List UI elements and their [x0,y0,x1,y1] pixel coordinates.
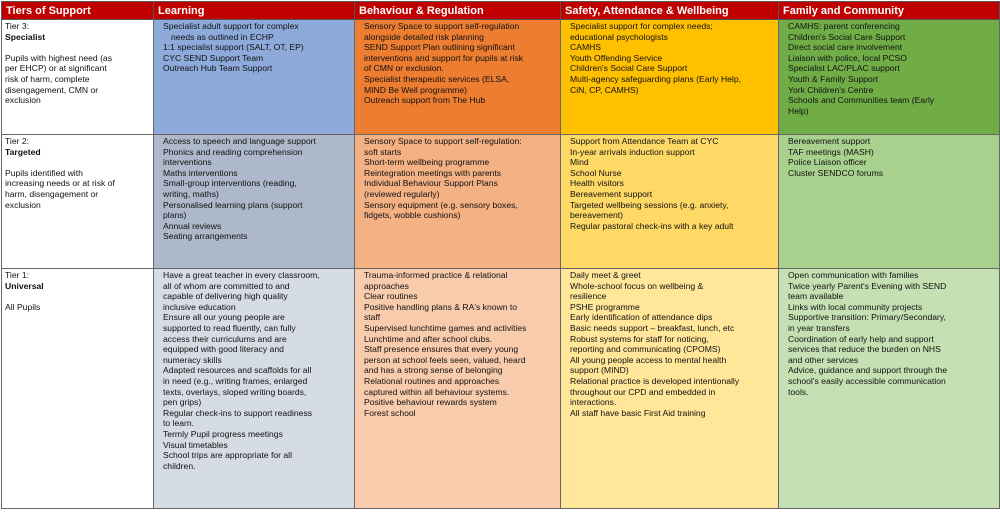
support-item-line: and other services [788,354,859,365]
support-item-line: approaches [364,280,409,291]
tier-label: Tier 3: [5,21,30,31]
support-item-line: Children's Social Care Support [570,63,688,74]
support-item-line: Maths interventions [163,167,238,178]
support-item-line: Whole-school focus on wellbeing & [570,280,704,291]
tier-description-line: All Pupils [5,301,41,312]
support-item-line: Specialist therapeutic services (ELSA, [364,73,510,84]
support-item-line: TAF meetings (MASH) [788,146,874,157]
support-item-line: Positive behaviour rewards system [364,397,497,408]
support-item-line: Lunchtime and after school clubs. [364,333,493,344]
support-item-line: in year transfers [788,322,850,333]
support-item-line: CAMHS: parent conferencing [788,21,900,31]
support-item-line: CYC SEND Support Team [163,52,264,63]
support-item-line: reporting and communicating (CPOMS) [570,344,721,355]
tier3-behaviour-cell [355,20,561,135]
header-family-community: Family and Community [779,2,1000,20]
support-item-line: interventions and support for pupils at risk [364,52,524,63]
support-item-line: Sensory equipment (e.g. sensory boxes, [364,199,518,210]
support-item-line: Schools and Communities team (Early [788,95,935,106]
support-item-line: Youth Offending Service [570,52,663,63]
support-item-line: capable of delivering high quality [163,291,288,302]
tier-name: Universal [5,280,44,291]
support-item-line: Short-term wellbeing programme [364,157,490,168]
support-item-line: plans) [163,210,187,221]
support-item-line: Seating arrangements [163,231,248,242]
tier2-safety-cell [561,135,779,269]
support-item-line: Trauma-informed practice & relational [364,270,508,280]
support-item-line: alongside detailed risk planning [364,31,484,42]
tier-name: Targeted [5,146,41,157]
support-item-line: CAMHS [570,42,602,53]
support-item-line: Open communication with families [788,270,919,280]
support-item-line: Specialist LAC/PLAC support [788,63,900,74]
support-item-line: Twice yearly Parent's Evening with SEND [788,280,947,291]
tier-label: Tier 1: [5,270,30,280]
support-item-line: pen grips) [163,397,202,408]
support-item-line: Multi-agency safeguarding plans (Early Help, [570,73,742,84]
support-item-line: 1:1 specialist support (SALT, OT, EP) [163,42,304,53]
support-item-line: Daily meet & greet [570,270,641,280]
support-item-line: Youth & Family Support [788,73,878,84]
tier-description-line: exclusion [5,95,41,106]
support-item-line: Children's Social Care Support [788,31,906,42]
tier2-learning-cell [154,135,355,269]
support-item-line: supported to read fluently, can fully [163,322,296,333]
support-item-line: of CMN or exclusion. [364,63,444,74]
support-item-line: support (MIND) [570,365,629,376]
support-item-line: Bereavement support [570,188,653,199]
support-item-line: in need (e.g., writing frames, enlarged [163,375,308,386]
tier1-safety-cell [561,269,779,509]
tier-description-line: exclusion [5,199,41,210]
header-behaviour-regulation: Behaviour & Regulation [355,2,561,20]
support-item-line: Outreach Hub Team Support [163,63,273,74]
tier-description-line: per EHCP) or at significant [5,63,107,74]
support-item-line: MIND Be Well programme) [364,84,467,95]
support-item-line: Coordination of early help and support [788,333,934,344]
tier3-tier-cell [2,20,154,135]
support-item-line: resilience [570,291,607,302]
tier3-family-cell [779,20,1000,135]
support-item-line: school's easily accessible communication [788,375,946,386]
support-item-line: writing, maths) [163,188,219,199]
tier-description-line: Pupils identified with [5,167,83,178]
tier3-row [2,20,1000,135]
support-item-line: throughout our CPD and embedded in [570,386,716,397]
support-item-line: needs as outlined in ECHP [171,31,274,42]
support-item-line: Early identification of attendance dips [570,312,713,323]
support-item-line: Help) [788,105,809,116]
support-item-line: Specialist support for complex needs; [570,21,713,31]
support-item-line: Direct social care involvement [788,42,903,53]
support-item-line: educational psychologists [570,31,668,42]
support-item-line: interventions [163,157,212,168]
support-item-line: Reintegration meetings with parents [364,167,502,178]
support-item-line: CiN, CP, CAMHS) [570,84,639,95]
support-item-line: Links with local community projects [788,301,923,312]
tier-description-line: risk of harm, complete [5,73,90,84]
support-item-line: Supportive transition: Primary/Secondary, [788,312,946,323]
support-item-line: Termly Pupil progress meetings [163,428,283,439]
tier1-row [2,269,1000,509]
support-item-line: access their curriculums and are [163,333,287,344]
support-item-line: School trips are appropriate for all [163,450,292,461]
support-item-line: School Nurse [570,167,622,178]
support-item-line: Support from Attendance Team at CYC [570,136,719,146]
support-item-line: Mind [570,157,589,168]
support-item-line: Police Liaison officer [788,157,867,168]
support-item-line: In-year arrivals induction support [570,146,695,157]
support-item-line: Personalised learning plans (support [163,199,303,210]
support-item-line: Bereavement support [788,136,871,146]
support-item-line: soft starts [364,146,402,157]
support-item-line: Basic needs support – breakfast, lunch, etc [570,322,735,333]
tier1-family-cell [779,269,1000,509]
support-item-line: Clear routines [364,291,418,302]
table-header-row [2,2,1000,20]
tier3-learning-cell [154,20,355,135]
support-item-line: team available [788,291,844,302]
support-item-line: equipped with good literacy and [163,344,284,355]
tier3-safety-cell [561,20,779,135]
support-item-line: Advice, guidance and support through the [788,365,948,376]
tier-description-line: disengagement, CMN or [5,84,99,95]
support-item-line: Phonics and reading comprehension [163,146,303,157]
support-item-line: Ensure all our young people are [163,312,285,323]
support-item-line: Sensory Space to support self-regulation: [364,136,522,146]
support-item-line: Supervised lunchtime games and activities [364,322,527,333]
support-item-line: Cluster SENDCO forums [788,167,884,178]
support-item-line: fidgets, wobble cushions) [364,210,461,221]
support-item-line: Specialist adult support for complex [163,21,299,31]
support-item-line: Regular pastoral check-ins with a key adult [570,220,734,231]
tier-label: Tier 2: [5,136,30,146]
support-item-line: Forest school [364,407,416,418]
support-item-line: to learn. [163,418,195,429]
support-item-line: tools. [788,386,809,397]
support-item-line: and has a strong sense of belonging [364,365,503,376]
support-item-line: York Children's Centre [788,84,874,95]
support-item-line: Visual timetables [163,439,228,450]
tier1-learning-cell [154,269,355,509]
tier2-row [2,135,1000,269]
tier-description-line: Pupils with highest need (as [5,52,113,63]
support-item-line: Adapted resources and scaffolds for all [163,365,312,376]
support-item-line: children. [163,460,196,471]
support-item-line: Liaison with police, local PCSO [788,52,907,63]
support-item-line: bereavement) [570,210,624,221]
support-item-line: Robust systems for staff for noticing, [570,333,709,344]
header-learning: Learning [154,2,355,20]
support-item-line: person at school feels seen, valued, heard [364,354,526,365]
support-item-line: (reviewed regularly) [364,188,440,199]
support-item-line: Sensory Space to support self-regulation [364,21,520,31]
support-item-line: Access to speech and language support [163,136,316,146]
tier-description-line: harm, disengagement or [5,188,99,199]
support-item-line: Annual reviews [163,220,222,231]
tier-description-line: increasing needs or at risk of [5,178,115,189]
support-item-line: PSHE programme [570,301,640,312]
tiers-of-support-table [1,1,1000,509]
support-item-line: all of whom are committed to and [163,280,290,291]
support-item-line: Staff presence ensures that every young [364,344,519,355]
support-item-line: texts, overlays, sloped writing boards, [163,386,307,397]
support-item-line: Individual Behaviour Support Plans [364,178,498,189]
tier2-behaviour-cell [355,135,561,269]
support-item-line: SEND Support Plan outlining significant [364,42,515,53]
support-item-line: Regular check-ins to support readiness [163,407,313,418]
header-tiers-of-support: Tiers of Support [2,2,154,20]
support-item-line: Positive handling plans & RA's known to [364,301,518,312]
support-item-line: Outreach support from The Hub [364,95,486,106]
support-item-line: numeracy skills [163,354,222,365]
support-item-line: Relational routines and approaches [364,375,500,386]
support-item-line: services that reduce the burden on NHS [788,344,941,355]
support-item-line: Health visitors [570,178,624,189]
tier2-tier-cell [2,135,154,269]
support-item-line: All young people access to mental health [570,354,727,365]
support-item-line: interactions. [570,397,617,408]
support-item-line: Small-group interventions (reading, [163,178,297,189]
header-safety-attendance-wellbeing: Safety, Attendance & Wellbeing [561,2,779,20]
support-item-line: captured within all behaviour systems. [364,386,510,397]
support-item-line: Targeted wellbeing sessions (e.g. anxiety, [570,199,729,210]
tier2-family-cell [779,135,1000,269]
tier1-behaviour-cell [355,269,561,509]
support-item-line: Relational practice is developed intentionally [570,375,740,386]
support-item-line: staff [364,312,381,323]
support-item-line: inclusive education [163,301,236,312]
tier-name: Specialist [5,31,46,42]
support-item-line: All staff have basic First Aid training [570,407,706,418]
tier1-tier-cell [2,269,154,509]
support-item-line: Have a great teacher in every classroom, [163,270,320,280]
